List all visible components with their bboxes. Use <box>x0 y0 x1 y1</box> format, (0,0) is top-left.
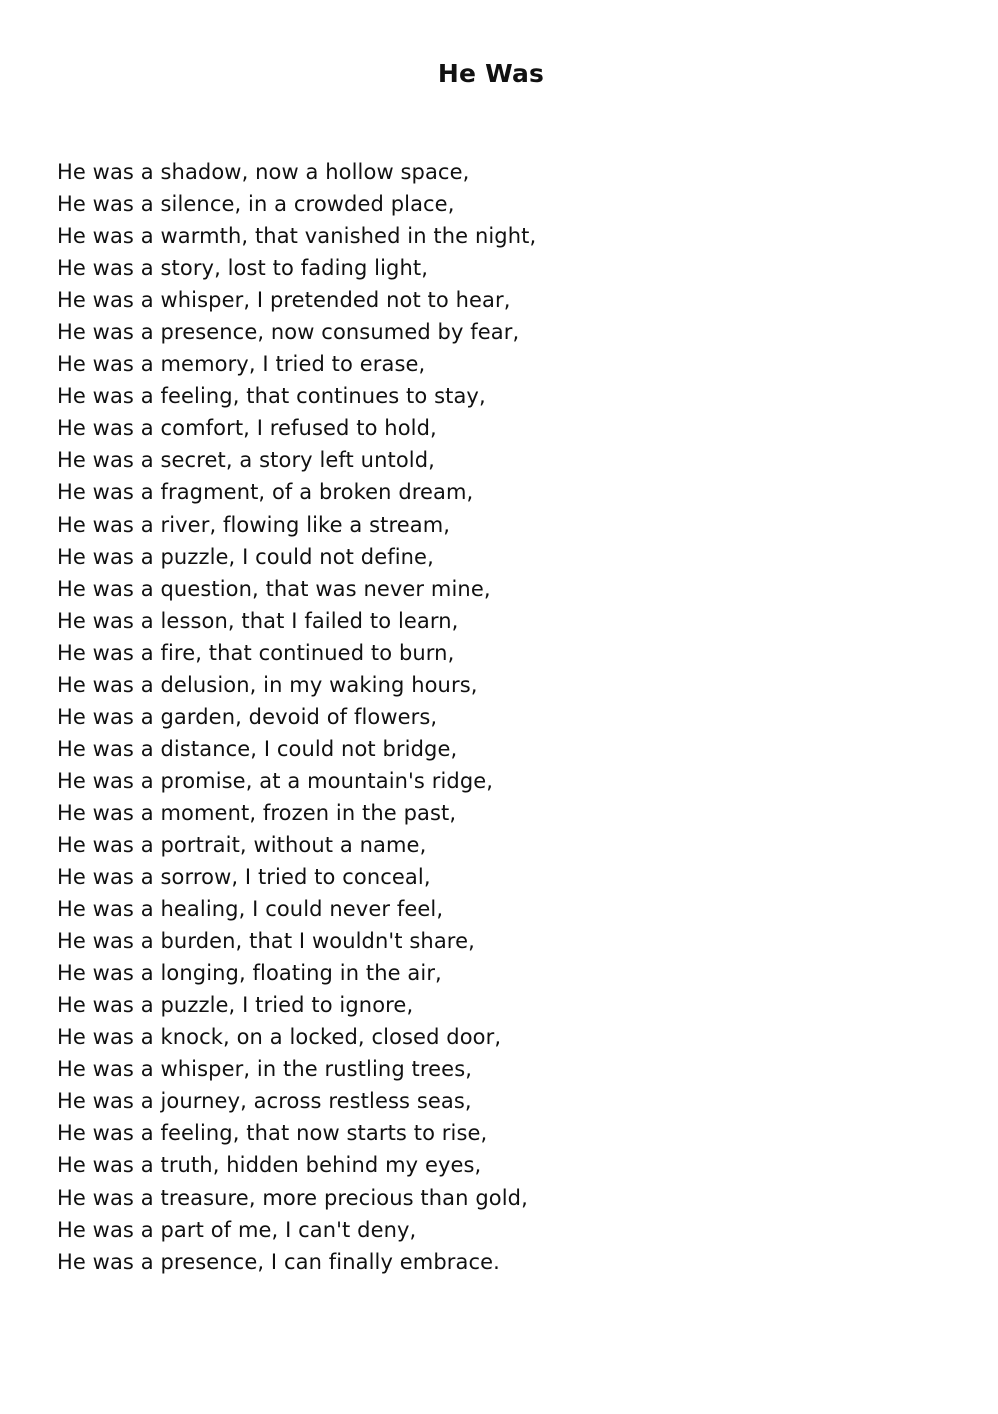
poem-line: He was a river, flowing like a stream, <box>57 512 451 537</box>
poem-line: He was a whisper, I pretended not to hear, <box>57 288 511 313</box>
poem-line: He was a treasure, more precious than gold, <box>57 1185 528 1210</box>
poem-line: He was a warmth, that vanished in the night, <box>57 224 537 249</box>
poem-line: He was a portrait, without a name, <box>57 832 427 857</box>
poem-line: He was a truth, hidden behind my eyes, <box>57 1153 482 1178</box>
poem-line: He was a sorrow, I tried to conceal, <box>57 865 431 890</box>
poem-line: He was a fragment, of a broken dream, <box>57 480 474 505</box>
poem-title: He Was <box>437 59 545 88</box>
poem-line: He was a promise, at a mountain's ridge, <box>57 768 494 793</box>
poem-line: He was a whisper, in the rustling trees, <box>57 1057 473 1082</box>
poem-line: He was a shadow, now a hollow space, <box>57 160 470 184</box>
poem-line: He was a healing, I could never feel, <box>57 897 444 922</box>
poem-line: He was a question, that was never mine, <box>57 576 491 601</box>
poem-line: He was a moment, frozen in the past, <box>57 800 457 825</box>
poem-line: He was a delusion, in my waking hours, <box>57 672 478 697</box>
poem-line: He was a feeling, that now starts to rise, <box>57 1121 488 1146</box>
poem-line: He was a knock, on a locked, closed door, <box>57 1025 502 1050</box>
poem-line: He was a journey, across restless seas, <box>57 1089 472 1114</box>
poem-line: He was a lesson, that I failed to learn, <box>57 608 459 633</box>
poem-line: He was a distance, I could not bridge, <box>57 736 458 761</box>
poem-line: He was a puzzle, I tried to ignore, <box>57 993 414 1018</box>
poem-line: He was a story, lost to fading light, <box>57 256 428 281</box>
poem-line: He was a part of me, I can't deny, <box>57 1217 417 1242</box>
poem-line: He was a memory, I tried to erase, <box>57 352 426 377</box>
poem-line: He was a fire, that continued to burn, <box>57 640 455 665</box>
poem-line: He was a presence, now consumed by fear, <box>57 320 520 345</box>
poem-line: He was a longing, floating in the air, <box>57 961 442 986</box>
poem-line: He was a presence, I can finally embrace. <box>57 1249 500 1274</box>
poem-line: He was a puzzle, I could not define, <box>57 544 434 569</box>
poem-line: He was a garden, devoid of flowers, <box>57 704 438 729</box>
poem-line: He was a comfort, I refused to hold, <box>57 416 437 441</box>
poem-line: He was a secret, a story left untold, <box>57 448 435 473</box>
poem-body <box>57 156 536 1278</box>
poem-line: He was a feeling, that continues to stay, <box>57 384 486 409</box>
poem-line: He was a silence, in a crowded place, <box>57 192 455 217</box>
poem-line: He was a burden, that I wouldn't share, <box>57 929 475 954</box>
